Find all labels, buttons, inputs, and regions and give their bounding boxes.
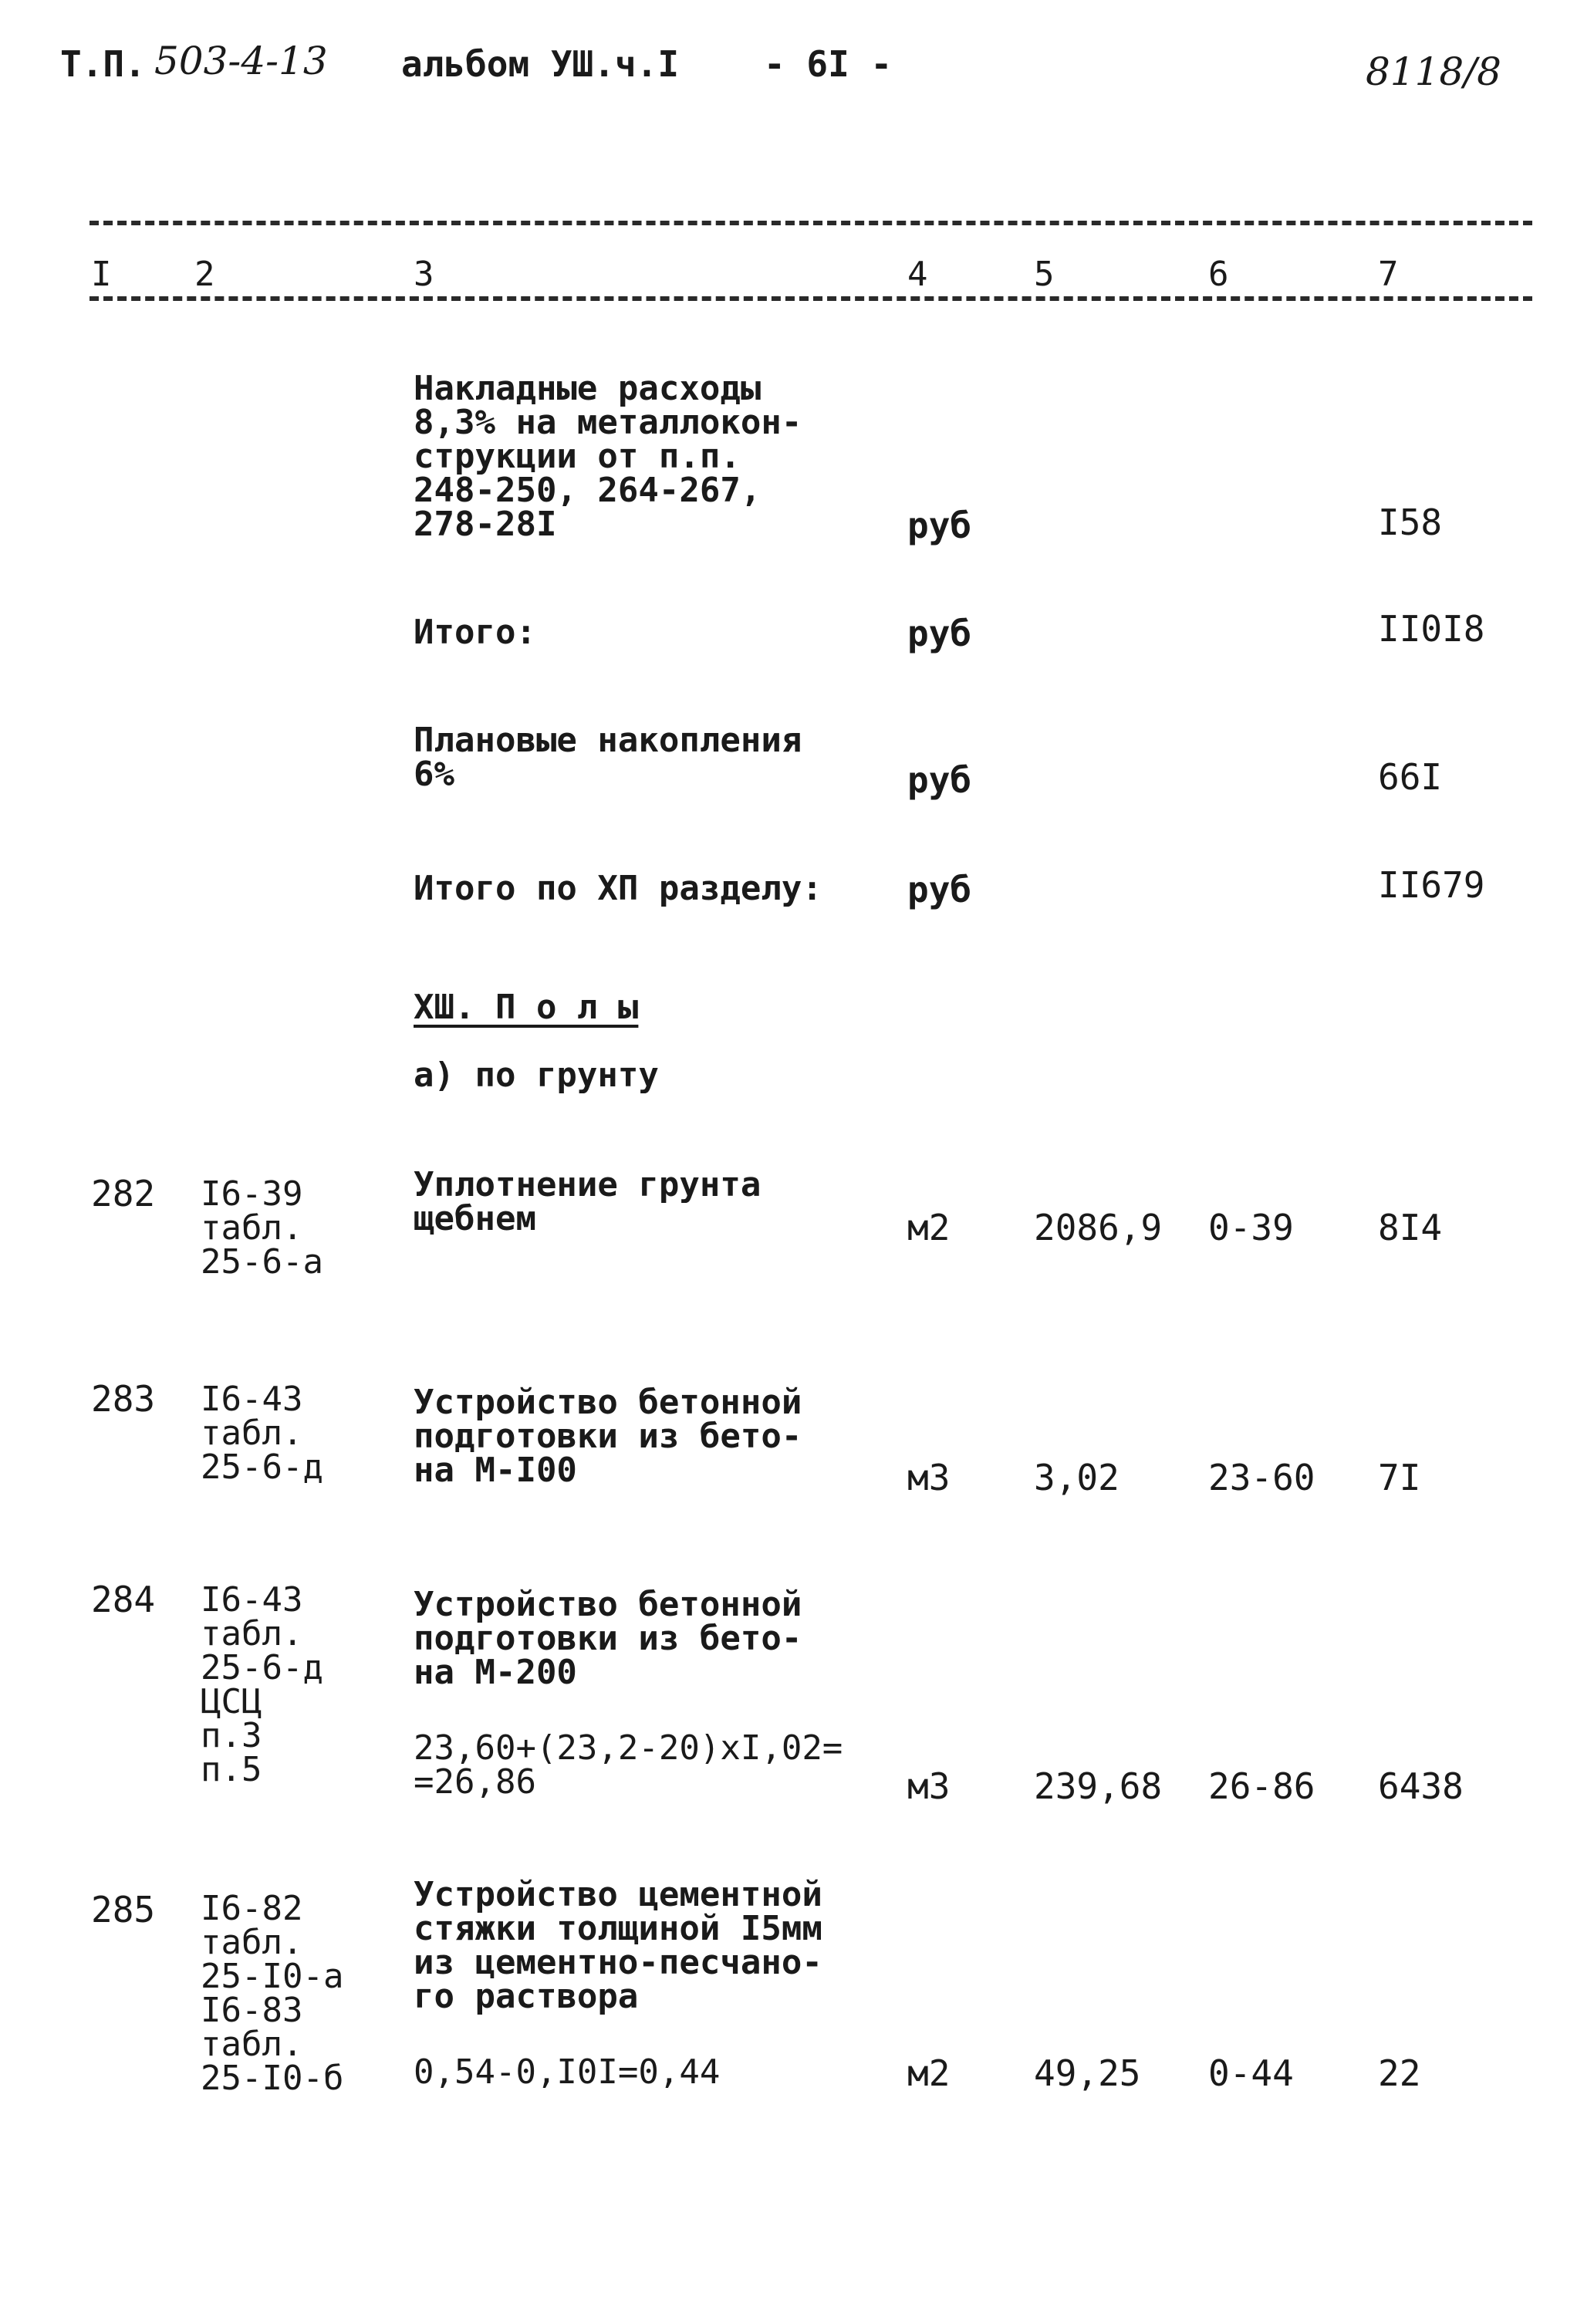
column-number-6: 6 bbox=[1208, 255, 1229, 294]
column-number-1: I bbox=[91, 255, 112, 294]
item-282-quantity: 2086,9 bbox=[1034, 1207, 1163, 1248]
item-284-quantity: 239,68 bbox=[1034, 1765, 1163, 1807]
item-284-calculation: 23,60+(23,2-20)хI,02= =26,86 bbox=[414, 1728, 843, 1802]
item-283-quantity: 3,02 bbox=[1034, 1457, 1120, 1498]
column-number-2: 2 bbox=[194, 255, 215, 294]
item-284-unit: м3 bbox=[907, 1765, 951, 1807]
header-project-code: 503-4-13 bbox=[154, 39, 328, 83]
item-282-reference: I6-39 табл. 25-6-а bbox=[201, 1174, 323, 1282]
summary-section-total-unit: руб bbox=[907, 869, 972, 910]
summary-subtotal-desc: Итого: bbox=[414, 613, 536, 652]
item-284-description: Устройство бетонной подготовки из бето- на М-200 bbox=[414, 1585, 802, 1692]
header-album: альбом УШ.ч.I bbox=[401, 43, 680, 85]
summary-section-total-total: II679 bbox=[1378, 864, 1485, 906]
item-283-unit-price: 23-60 bbox=[1208, 1457, 1315, 1498]
item-284-number: 284 bbox=[91, 1579, 156, 1620]
item-282-unit: м2 bbox=[907, 1207, 951, 1248]
summary-overhead-desc: Накладные расходы 8,3% на металлокон- струкции от п.п. 248-250, 264-267, 278-28I bbox=[414, 369, 802, 544]
item-285-reference: I6-82 табл. 25-I0-а I6-83 табл. 25-I0-б bbox=[201, 1889, 344, 2098]
table-header-rule-bottom bbox=[89, 296, 1532, 301]
summary-subtotal-unit: руб bbox=[907, 613, 972, 654]
section-title: ХШ. П о л ы bbox=[414, 988, 639, 1027]
summary-overhead-unit: руб bbox=[907, 505, 972, 546]
section-subtitle: а) по грунту bbox=[414, 1056, 659, 1095]
item-283-number: 283 bbox=[91, 1378, 156, 1420]
column-number-4: 4 bbox=[907, 255, 928, 294]
summary-planned-savings-desc: Плановые накопления 6% bbox=[414, 721, 802, 794]
item-283-total: 7I bbox=[1378, 1457, 1421, 1498]
summary-planned-savings-total: 66I bbox=[1378, 756, 1443, 798]
item-285-quantity: 49,25 bbox=[1034, 2052, 1141, 2094]
item-284-reference: I6-43 табл. 25-6-д ЦСЦ п.3 п.5 bbox=[201, 1580, 323, 1789]
item-285-number: 285 bbox=[91, 1889, 156, 1930]
summary-planned-savings-unit: руб bbox=[907, 759, 972, 801]
item-282-number: 282 bbox=[91, 1173, 156, 1214]
item-285-unit: м2 bbox=[907, 2052, 951, 2094]
column-number-3: 3 bbox=[414, 255, 434, 294]
item-285-description: Устройство цементной стяжки толщиной I5мм из цементно-песчано- го раствора bbox=[414, 1875, 822, 2016]
item-284-total: 6438 bbox=[1378, 1765, 1464, 1807]
item-283-description: Устройство бетонной подготовки из бето- на М-I00 bbox=[414, 1383, 802, 1490]
item-282-total: 8I4 bbox=[1378, 1207, 1443, 1248]
item-284-unit-price: 26-86 bbox=[1208, 1765, 1315, 1807]
item-282-unit-price: 0-39 bbox=[1208, 1207, 1294, 1248]
item-285-total: 22 bbox=[1378, 2052, 1421, 2094]
item-285-unit-price: 0-44 bbox=[1208, 2052, 1294, 2094]
column-number-7: 7 bbox=[1378, 255, 1399, 294]
column-number-5: 5 bbox=[1034, 255, 1055, 294]
header-document-number: 8118/8 bbox=[1366, 49, 1501, 94]
summary-subtotal-total: II0I8 bbox=[1378, 608, 1485, 650]
item-282-description: Уплотнение грунта щебнем bbox=[414, 1165, 762, 1238]
header-page-number: - 6I - bbox=[764, 43, 893, 85]
summary-overhead-total: I58 bbox=[1378, 502, 1443, 543]
summary-section-total-desc: Итого по ХП разделу: bbox=[414, 869, 822, 908]
header-prefix: Т.П. bbox=[60, 43, 146, 85]
table-header-rule-top bbox=[89, 221, 1532, 225]
item-285-calculation: 0,54-0,I0I=0,44 bbox=[414, 2052, 721, 2092]
item-283-unit: м3 bbox=[907, 1457, 951, 1498]
item-283-reference: I6-43 табл. 25-6-д bbox=[201, 1380, 323, 1487]
